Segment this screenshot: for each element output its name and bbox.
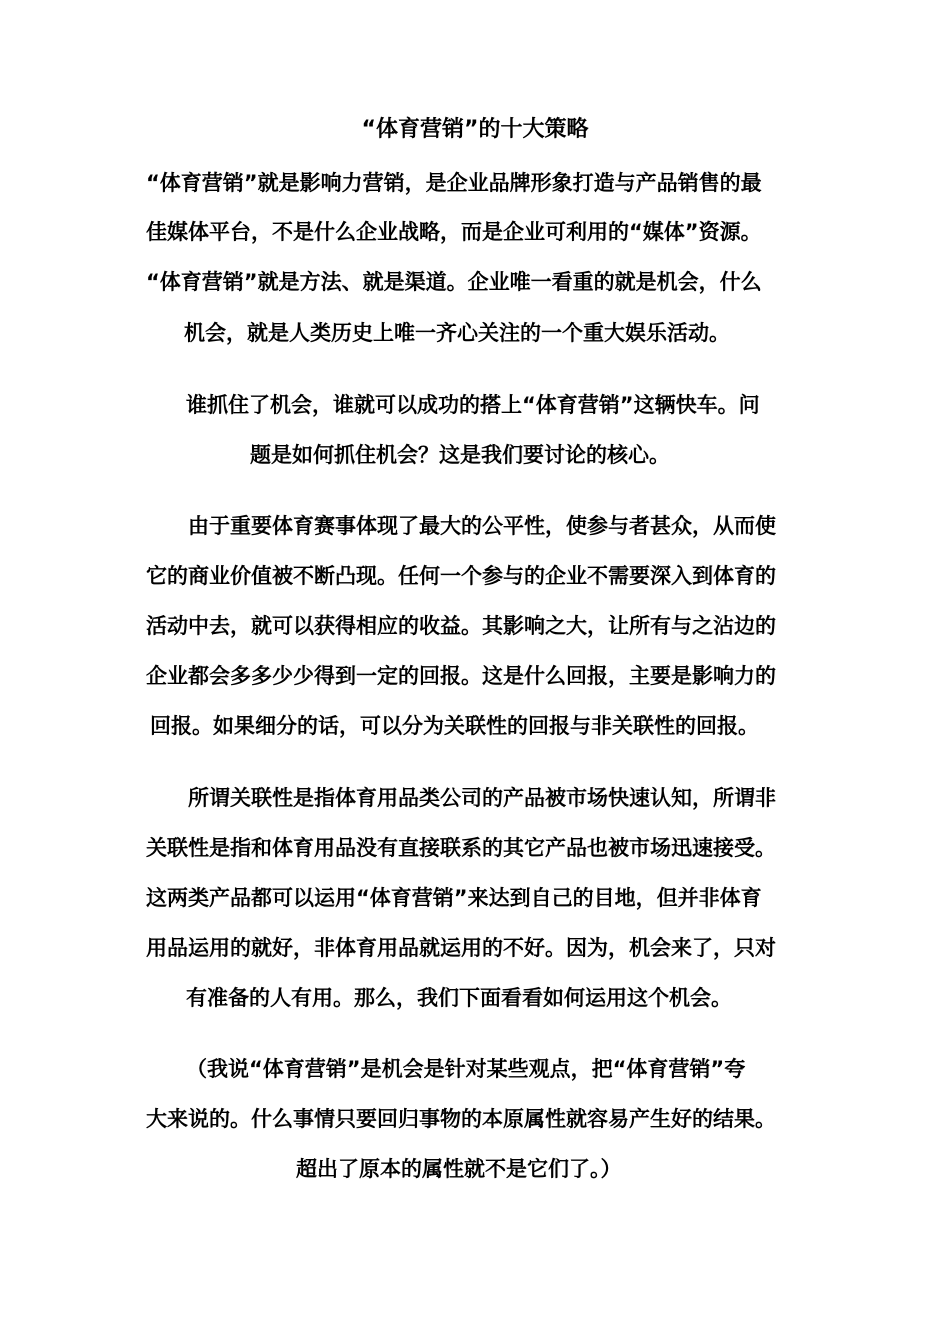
paragraph-line: 用品运用的就好，非体育用品就运用的不好。因为，机会来了，只对 bbox=[146, 936, 776, 960]
paragraph-line: “体育营销”就是影响力营销，是企业品牌形象打造与产品销售的最 bbox=[146, 171, 762, 195]
paragraph-line: “体育营销”就是方法、就是渠道。企业唯一看重的就是机会，什么 bbox=[146, 270, 762, 294]
paragraph-line: 谁抓住了机会，谁就可以成功的搭上“体育营销”这辆快车。问 bbox=[186, 393, 760, 417]
paragraph-line: 机会，就是人类历史上唯一齐心关注的一个重大娱乐活动。 bbox=[184, 321, 730, 345]
paragraph-line: 大来说的。什么事情只要回归事物的本原属性就容易产生好的结果。 bbox=[146, 1107, 776, 1131]
paragraph-line: 这两类产品都可以运用“体育营销”来达到自己的目地，但并非体育 bbox=[146, 886, 762, 910]
paragraph-line: 超出了原本的属性就不是它们了。） bbox=[296, 1157, 622, 1181]
document-title: “体育营销”的十大策略 bbox=[361, 117, 589, 142]
paragraph-line: 由于重要体育赛事体现了最大的公平性，使参与者甚众，从而使 bbox=[188, 514, 776, 538]
paragraph-line: 活动中去，就可以获得相应的收益。其影响之大，让所有与之沾边的 bbox=[146, 614, 776, 638]
paragraph-line: 有准备的人有用。那么，我们下面看看如何运用这个机会。 bbox=[186, 986, 732, 1010]
paragraph-line: 关联性是指和体育用品没有直接联系的其它产品也被市场迅速接受。 bbox=[146, 836, 776, 860]
paragraph-line: （我说“体育营销”是机会是针对某些观点，把“体育营销”夸 bbox=[186, 1057, 746, 1081]
paragraph-line: 所谓关联性是指体育用品类公司的产品被市场快速认知，所谓非 bbox=[188, 786, 776, 810]
paragraph-line: 它的商业价值被不断凸现。任何一个参与的企业不需要深入到体育的 bbox=[146, 564, 776, 588]
paragraph-line: 题是如何抓住机会？这是我们要讨论的核心。 bbox=[250, 443, 670, 467]
paragraph-line: 企业都会多多少少得到一定的回报。这是什么回报，主要是影响力的 bbox=[146, 664, 776, 688]
paragraph-line: 佳媒体平台，不是什么企业战略，而是企业可利用的“媒体”资源。 bbox=[146, 220, 762, 244]
paragraph-line: 回报。如果细分的话，可以分为关联性的回报与非关联性的回报。 bbox=[150, 714, 759, 738]
